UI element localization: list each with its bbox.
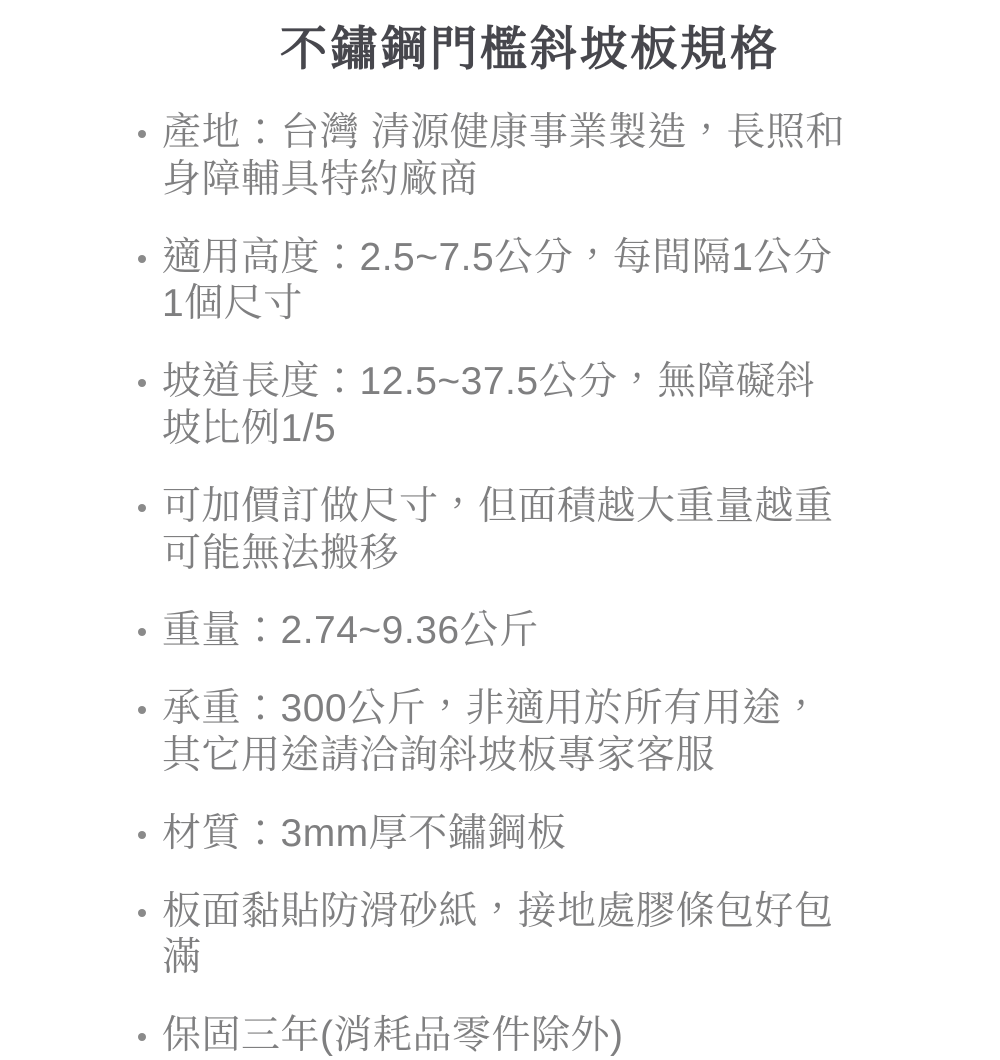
list-item	[138, 484, 850, 578]
list-item	[138, 359, 850, 453]
list-item-text: 承重：300公斤，非適用於所有用途，其它用途請洽詢斜坡板專家客服	[162, 687, 822, 778]
list-item	[138, 235, 850, 329]
spec-list	[0, 110, 850, 1060]
list-item	[138, 1013, 850, 1060]
bullet-icon	[138, 255, 146, 263]
list-item-text: 保固三年(消耗品零件除外)	[162, 1014, 624, 1058]
bullet-icon	[138, 831, 146, 839]
list-item-text: 適用高度：2.5~7.5公分，每間隔1公分1個尺寸	[162, 235, 833, 326]
list-item	[138, 608, 850, 655]
bullet-icon	[138, 909, 146, 917]
list-item	[138, 686, 850, 780]
list-item-text: 坡道長度：12.5~37.5公分，無障礙斜坡比例1/5	[162, 360, 816, 451]
bullet-icon	[138, 130, 146, 138]
bullet-icon	[138, 628, 146, 636]
list-item	[138, 811, 850, 858]
list-item	[138, 889, 850, 983]
list-item	[138, 110, 850, 204]
bullet-icon	[138, 504, 146, 512]
list-item-text: 板面黏貼防滑砂紙，接地處膠條包好包滿	[162, 889, 834, 980]
page-title: 不鏽鋼門檻斜坡板規格	[280, 22, 780, 75]
list-item-text: 產地：台灣 清源健康事業製造，長照和身障輔具特約廠商	[162, 111, 845, 201]
list-item-text: 可加價訂做尺寸，但面積越大重量越重可能無法搬移	[162, 484, 834, 575]
bullet-icon	[138, 379, 146, 387]
bullet-icon	[138, 706, 146, 714]
list-item-text: 重量：2.74~9.36公斤	[162, 609, 539, 653]
list-item-text: 材質：3mm厚不鏽鋼板	[162, 811, 567, 855]
bullet-icon	[138, 1033, 146, 1041]
